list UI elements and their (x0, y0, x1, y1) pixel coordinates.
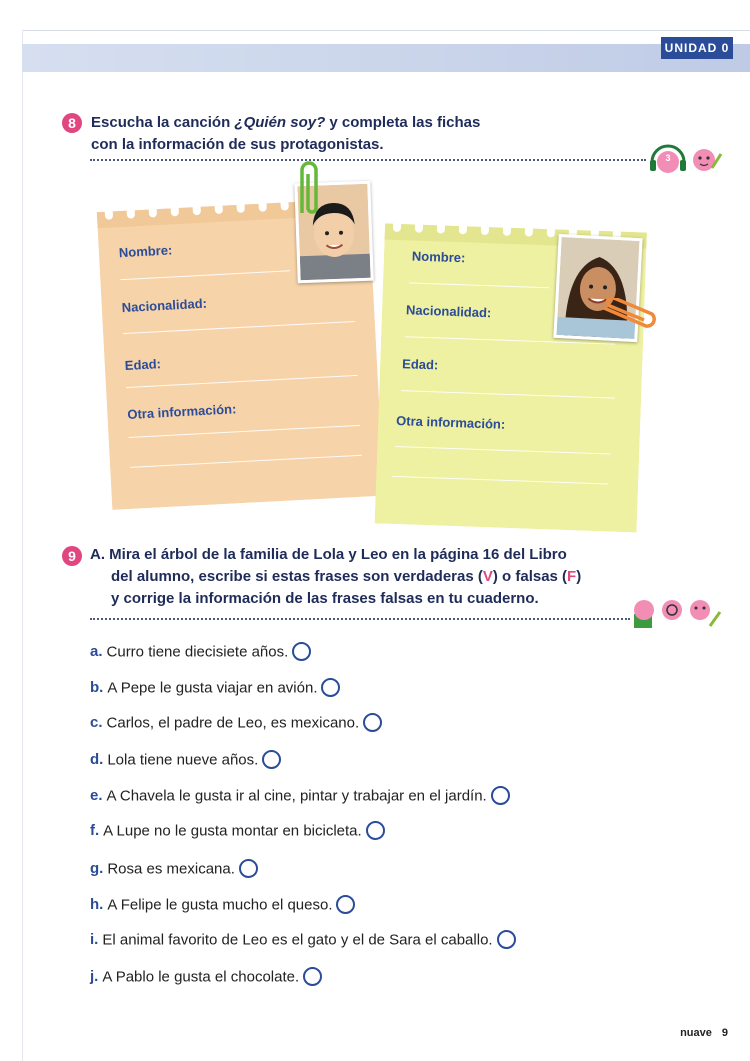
exercise-9-divider (90, 618, 630, 620)
unit-label: UNIDAD 0 (661, 37, 733, 59)
answer-circle-g[interactable] (239, 859, 258, 878)
card-boy-nationality-label: Nacionalidad: (121, 295, 208, 316)
answer-circle-h[interactable] (336, 895, 355, 914)
card-boy-age-label: Edad: (124, 356, 162, 374)
exercise-8-divider (90, 159, 646, 161)
true-marker: V (482, 568, 493, 585)
answer-circle-e[interactable] (491, 786, 510, 805)
answer-circle-f[interactable] (366, 821, 385, 840)
page-word: nuave (680, 1027, 712, 1039)
statement-a: a. Curro tiene diecisiete años. (90, 643, 311, 662)
answer-circle-b[interactable] (321, 678, 340, 697)
exercise-8-instruction: Escucha la canción ¿Quién soy? y completa las fichas con la información de sus protagonistas. (91, 114, 481, 153)
answer-circle-a[interactable] (292, 642, 311, 661)
answer-circle-i[interactable] (497, 930, 516, 949)
card-boy-name-label: Nombre: (118, 242, 173, 261)
page-number: 9 (721, 1027, 728, 1039)
exercise-8-number: 8 (62, 113, 82, 133)
answer-circle-j[interactable] (303, 967, 322, 986)
statement-e: e. A Chavela le gusta ir al cine, pintar y trabajar en el jardín. (90, 787, 510, 806)
answer-circle-c[interactable] (363, 713, 382, 732)
statement-h: h. A Felipe le gusta mucho el queso. (90, 896, 355, 915)
statement-g: g. Rosa es mexicana. (90, 860, 258, 879)
card-girl-other-label: Otra información: (395, 413, 506, 432)
green-paperclip-icon (292, 158, 322, 220)
listening-icon (648, 140, 724, 176)
answer-circle-d[interactable] (262, 750, 281, 769)
page-border (22, 30, 750, 31)
false-marker: F (567, 568, 577, 585)
statement-b: b. A Pepe le gusta viajar en avión. (90, 679, 340, 698)
card-girl-nationality-label: Nacionalidad: (405, 302, 492, 321)
statement-i: i. El animal favorito de Leo es el gato y el de Sara el caballo. (90, 931, 516, 950)
statement-f: f. A Lupe no le gusta montar en bicicleta. (90, 822, 385, 841)
exercise-9-number: 9 (62, 546, 82, 566)
header-band (22, 44, 750, 72)
card-girl-name-label: Nombre: (411, 248, 466, 266)
orange-paperclip-icon (600, 298, 662, 338)
exercise-9-instruction: A. Mira el árbol de la familia de Lola y Leo en la página 16 del Libro del alumno, escribe si estas frases son verdaderas (V) o falsas (F) y corrige la información de las frases falsas en tu cuaderno. (90, 546, 582, 607)
card-girl-age-label: Edad: (401, 356, 439, 373)
card-boy-other-label: Otra información: (126, 401, 237, 422)
page-border-left (22, 30, 23, 1061)
page-footer (670, 1027, 728, 1039)
statement-j: j. A Pablo le gusta el chocolate. (90, 968, 322, 987)
statement-c: c. Carlos, el padre de Leo, es mexicano. (90, 714, 382, 733)
statement-d: d. Lola tiene nueve años. (90, 751, 281, 770)
audio-track-number: 3 (665, 153, 671, 163)
reading-writing-icon (632, 596, 724, 632)
